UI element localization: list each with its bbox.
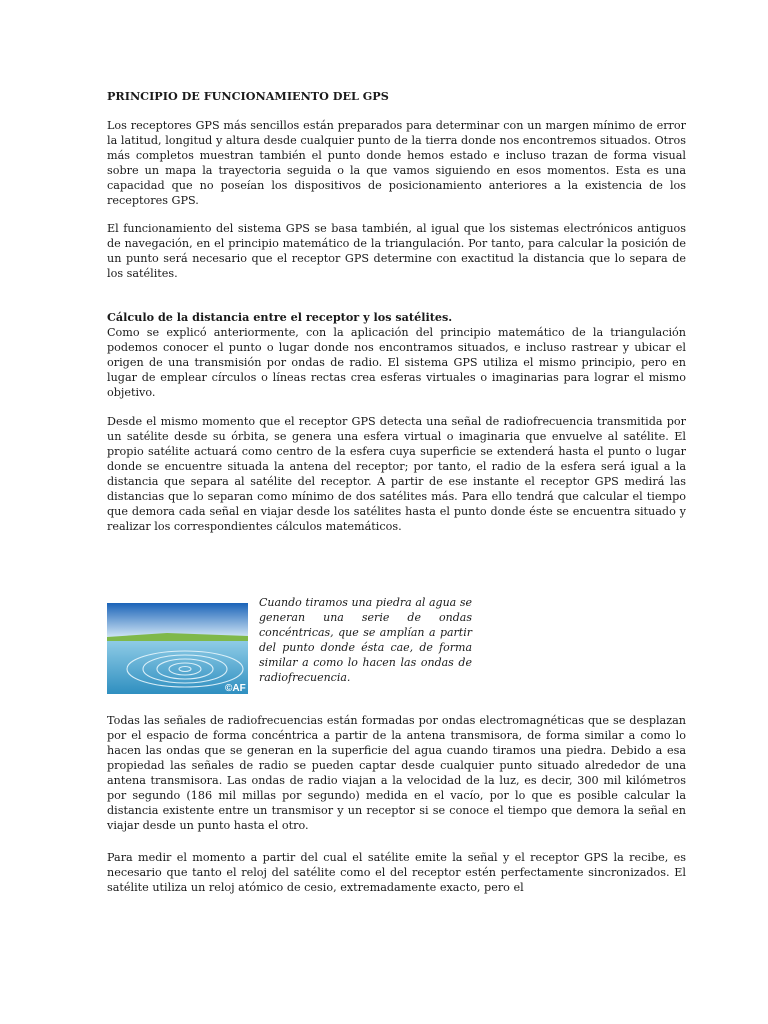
paragraph: Los receptores GPS más sencillos están preparados para determinar con un margen mínimo de error la latitud, longitud y altura desde cualquier punto de la tierra donde nos encontremos situados. Otros más completos muestran también el punto donde hemos estado e incluso trazan de forma visual sobre un mapa la trayectoria seguida o la que vamos siguiendo en esos momentos. Esta es una capacidad que no poseían los dispositivos de posicionamiento anteriores a la existencia de los receptores GPS. — [107, 119, 686, 207]
concentric-waves-image — [107, 603, 248, 694]
paragraph: Desde el mismo momento que el receptor GPS detecta una señal de radiofrecuencia transmitida por un satélite desde su órbita, se genera una esfera virtual o imaginaria que envuelve al satélite. El propio satélite actuará como centro de la esfera cuya superficie se extenderá hasta el punto o lugar donde se encuentre situada la antena del receptor; por tanto, el radio de la esfera será igual a la distancia que separa al satélite del receptor. A partir de ese instante el receptor GPS medirá las distancias que lo separan como mínimo de dos satélites más. Para ello tendrá que calcular el tiempo que demora cada señal en viajar desde los satélites hasta el punto donde éste se encuentra situado y realizar los correspondientes cálculos matemáticos. — [107, 415, 686, 533]
paragraph: El funcionamiento del sistema GPS se basa también, al igual que los sistemas electrónicos antiguos de navegación, en el principio matemático de la triangulación. Por tanto, para calcular la posición de un punto será necesario que el receptor GPS determine con exactitud la distancia que lo separa de los satélites. — [107, 222, 686, 280]
image-caption: Cuando tiramos una piedra al agua se generan una serie de ondas concéntricas, que se amplían a partir del punto donde ésta cae, de forma similar a como lo hacen las ondas de radiofrecuencia. — [259, 596, 472, 684]
paragraph: Para medir el momento a partir del cual el satélite emite la señal y el receptor GPS la recibe, es necesario que tanto el reloj del satélite como el del receptor estén perfectamente sincronizados. El satélite utiliza un reloj atómico de cesio, extremadamente exacto, pero el — [107, 851, 686, 894]
image-watermark: ©AF — [225, 683, 246, 694]
section-heading: Cálculo de la distancia entre el receptor y los satélites. — [107, 310, 453, 324]
document-title: PRINCIPIO DE FUNCIONAMIENTO DEL GPS — [107, 89, 389, 103]
paragraph: Todas las señales de radiofrecuencias están formadas por ondas electromagnéticas que se desplazan por el espacio de forma concéntrica a partir de la antena transmisora, de forma similar a como lo hacen las ondas que se generan en la superficie del agua cuando tiramos una piedra. Debido a esa propiedad las señales de radio se pueden captar desde cualquier punto situado alrededor de una antena transmisora. Las ondas de radio viajan a la velocidad de la luz, es decir, 300 mil kilómetros por segundo (186 mil millas por segundo) medida en el vacío, por lo que es posible calcular la distancia existente entre un transmisor y un receptor si se conoce el tiempo que demora la señal en viajar desde un punto hasta el otro. — [107, 714, 686, 832]
paragraph: Como se explicó anteriormente, con la aplicación del principio matemático de la triangulación podemos conocer el punto o lugar donde nos encontramos situados, e incluso rastrear y ubicar el origen de una transmisión por ondas de radio. El sistema GPS utiliza el mismo principio, pero en lugar de emplear círculos o líneas rectas crea esferas virtuales o imaginarias para lograr el mismo objetivo. — [107, 326, 686, 399]
